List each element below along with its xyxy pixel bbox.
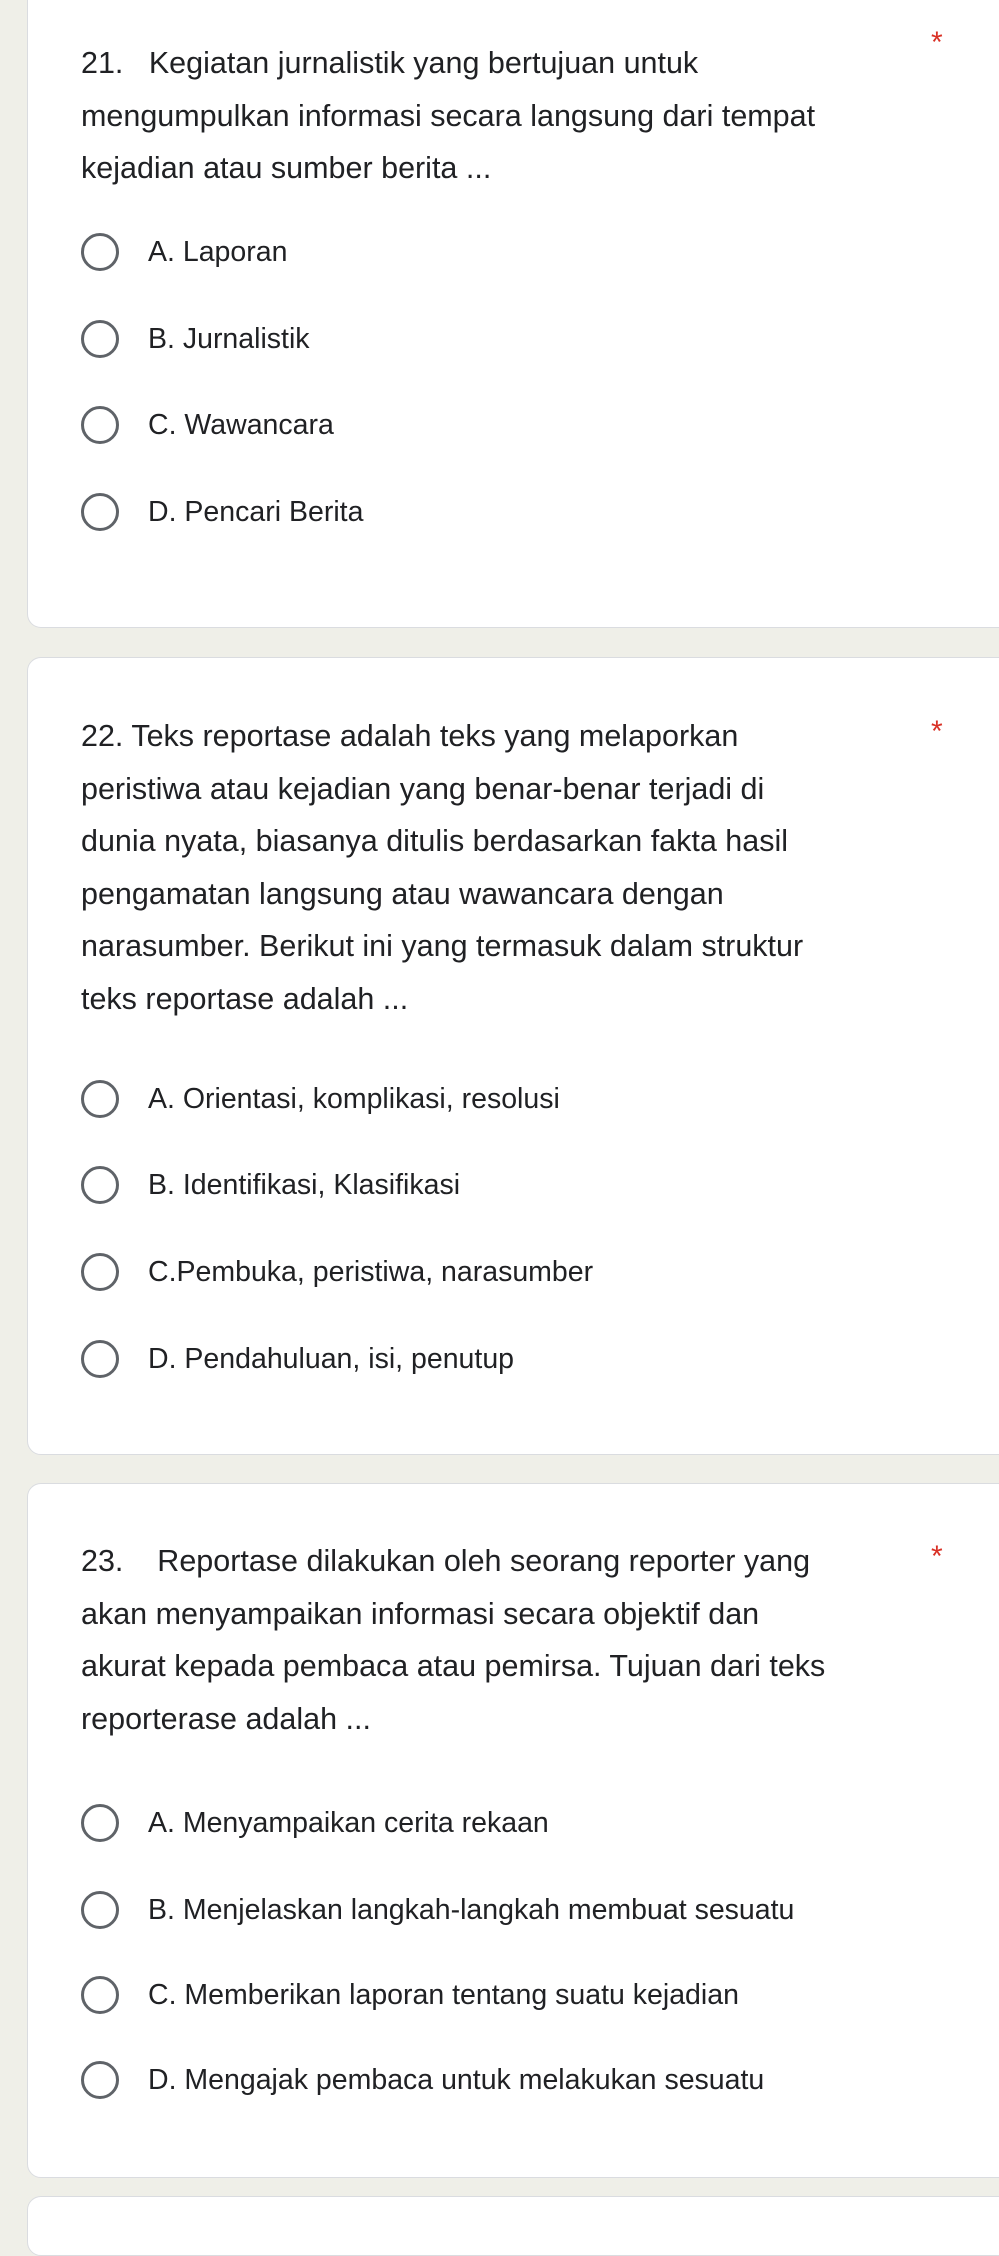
option-label: A. Orientasi, komplikasi, resolusi	[148, 1082, 560, 1115]
question-card-21	[27, 0, 999, 628]
radio-button[interactable]	[81, 1976, 119, 2014]
option-label: C.Pembuka, peristiwa, narasumber	[148, 1255, 594, 1288]
radio-button[interactable]	[81, 1340, 119, 1378]
option-b[interactable]	[81, 1880, 794, 1940]
required-asterisk: *	[931, 26, 943, 59]
radio-button[interactable]	[81, 1891, 119, 1929]
option-d[interactable]	[81, 1329, 514, 1389]
option-label: A. Menyampaikan cerita rekaan	[148, 1806, 549, 1839]
option-label: D. Pendahuluan, isi, penutup	[148, 1342, 515, 1375]
option-a[interactable]	[81, 1069, 560, 1129]
next-question-card	[27, 2196, 999, 2256]
option-c[interactable]	[81, 1965, 739, 2025]
option-c[interactable]	[81, 1242, 593, 1302]
option-label: B. Identifikasi, Klasifikasi	[148, 1168, 461, 1201]
option-a[interactable]	[81, 1793, 549, 1853]
radio-button[interactable]	[81, 233, 119, 271]
question-card-23	[27, 1483, 999, 2178]
option-label: B. Menjelaskan langkah-langkah membuat sesuatu	[148, 1893, 795, 1926]
option-b[interactable]	[81, 309, 310, 369]
option-d[interactable]	[81, 482, 363, 542]
option-a[interactable]	[81, 222, 287, 282]
required-asterisk: *	[931, 715, 943, 748]
question-text: 23. Reportase dilakukan oleh seorang reporter yang akan menyampaikan informasi secara objektif dan akurat kepada pembaca atau pemirsa. Tujuan dari teks reporterase adalah ...	[81, 1544, 826, 1736]
option-c[interactable]	[81, 395, 334, 455]
radio-button[interactable]	[81, 493, 119, 531]
option-b[interactable]	[81, 1155, 460, 1215]
option-label: C. Memberikan laporan tentang suatu kejadian	[148, 1978, 739, 2011]
required-asterisk: *	[931, 1540, 943, 1573]
option-label: A. Laporan	[148, 235, 288, 268]
option-d[interactable]	[81, 2050, 764, 2110]
question-text: 21. Kegiatan jurnalistik yang bertujuan untuk mengumpulkan informasi secara langsung dari tempat kejadian atau sumber berita ...	[81, 46, 816, 185]
radio-button[interactable]	[81, 1804, 119, 1842]
option-label: B. Jurnalistik	[148, 322, 310, 355]
radio-button[interactable]	[81, 320, 119, 358]
radio-button[interactable]	[81, 1166, 119, 1204]
question-text: 22. Teks reportase adalah teks yang melaporkan peristiwa atau kejadian yang benar-benar terjadi di dunia nyata, biasanya ditulis berdasarkan fakta hasil pengamatan langsung atau wawancara dengan narasumber. Berikut ini yang termasuk dalam struktur teks reportase adalah ...	[81, 719, 804, 1016]
radio-button[interactable]	[81, 1253, 119, 1291]
option-label: C. Wawancara	[148, 408, 334, 441]
option-label: D. Pencari Berita	[148, 495, 364, 528]
radio-button[interactable]	[81, 2061, 119, 2099]
option-label: D. Mengajak pembaca untuk melakukan sesuatu	[148, 2063, 765, 2096]
radio-button[interactable]	[81, 406, 119, 444]
radio-button[interactable]	[81, 1080, 119, 1118]
question-card-22	[27, 657, 999, 1455]
